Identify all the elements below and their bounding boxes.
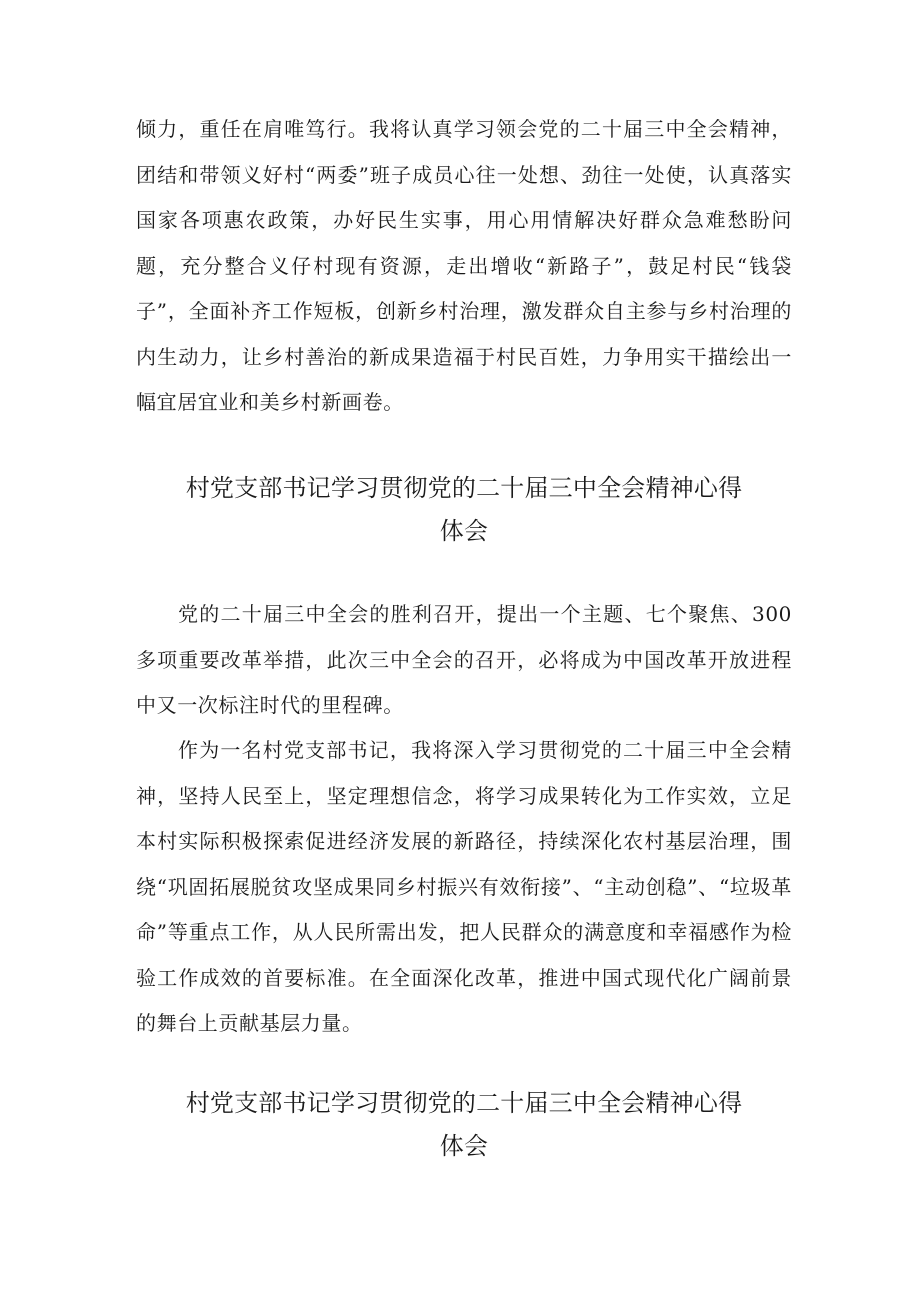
section-1-title — [136, 467, 792, 553]
section-2-title-line-2: 体会 — [439, 1132, 489, 1160]
section-2-title-line-1: 村党支部书记学习贯彻党的二十届三中全会精神心得 — [185, 1089, 743, 1117]
section-2-title — [136, 1082, 792, 1168]
section-1-paragraph-1: 党的二十届三中全会的胜利召开，提出一个主题、七个聚焦、300多项重要改革举措，此次三中全会的召开，必将成为中国改革开放进程中又一次标注时代的里程碑。 — [136, 602, 792, 717]
section-1-title-line-2: 体会 — [439, 517, 489, 545]
continuation-paragraph: 倾力，重任在肩唯笃行。我将认真学习领会党的二十届三中全会精神，团结和带领义好村“两委”班子成员心往一处想、劲往一处使，认真落实国家各项惠农政策，办好民生实事，用心用情解决好群众急难愁盼问题，充分整合义仔村现有资源，走出增收“新路子”，鼓足村民“钱袋子”，全面补齐工作短板，创新乡村治理，激发群众自主参与乡村治理的内生动力，让乡村善治的新成果造福于村民百姓，力争用实干描绘出一幅宜居宜业和美乡村新画卷。 — [136, 117, 792, 414]
section-1-paragraph-2: 作为一名村党支部书记，我将深入学习贯彻党的二十届三中全会精神，坚持人民至上，坚定理想信念，将学习成果转化为工作实效，立足本村实际积极探索促进经济发展的新路径，持续深化农村基层治理，围绕“巩固拓展脱贫攻坚成果同乡村振兴有效衔接”、“主动创稳”、“垃圾革命”等重点工作，从人民所需出发，把人民群众的满意度和幸福感作为检验工作成效的首要标准。在全面深化改革，推进中国式现代化广阔前景的舞台上贡献基层力量。 — [136, 738, 792, 1035]
section-1-title-line-1: 村党支部书记学习贯彻党的二十届三中全会精神心得 — [185, 474, 743, 502]
